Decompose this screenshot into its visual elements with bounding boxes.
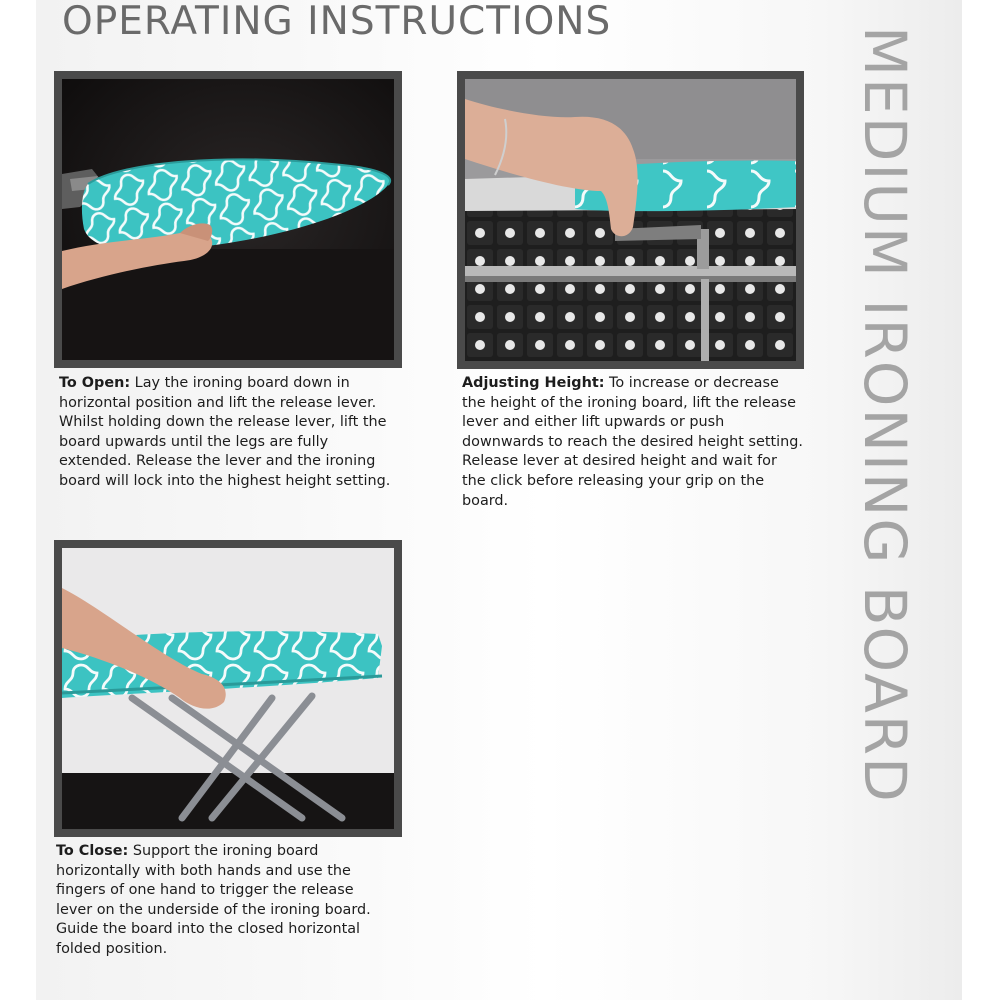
photo-open xyxy=(62,79,394,360)
caption-close xyxy=(56,842,386,960)
page-title: OPERATING INSTRUCTIONS xyxy=(62,0,612,44)
photo-adjust-frame xyxy=(457,71,804,369)
photo-adjust xyxy=(465,79,796,361)
caption-open xyxy=(59,374,404,492)
caption-open-text: Lay the ironing board down in horizontal position and lift the release lever. Whilst holding down the release lever, lift the board upwards until the legs are fully extended. Release the lever and the ironing board will lock into the highest height setting. xyxy=(59,375,391,489)
photo-close xyxy=(62,548,394,829)
caption-close-text: Support the ironing board horizontally with both hands and use the fingers of one hand to trigger the release lever on the underside of the ironing board. Guide the board into the closed horizontal folded position. xyxy=(56,843,371,957)
side-title-text: MEDIUM IRONING BOARD xyxy=(851,26,919,804)
caption-adjust xyxy=(462,374,804,511)
caption-adjust-heading: Adjusting Height: xyxy=(462,375,605,391)
photo-open-frame xyxy=(54,71,402,368)
photo-close-frame xyxy=(54,540,402,837)
caption-open-heading: To Open: xyxy=(59,375,131,391)
caption-adjust-text: To increase or decrease the height of the ironing board, lift the release lever and either lift upwards or push downwards to reach the desired height setting. Release lever at desired height and wait for the click before releasing your grip on the board. xyxy=(462,375,803,509)
side-title xyxy=(845,26,925,1000)
caption-close-heading: To Close: xyxy=(56,843,129,859)
